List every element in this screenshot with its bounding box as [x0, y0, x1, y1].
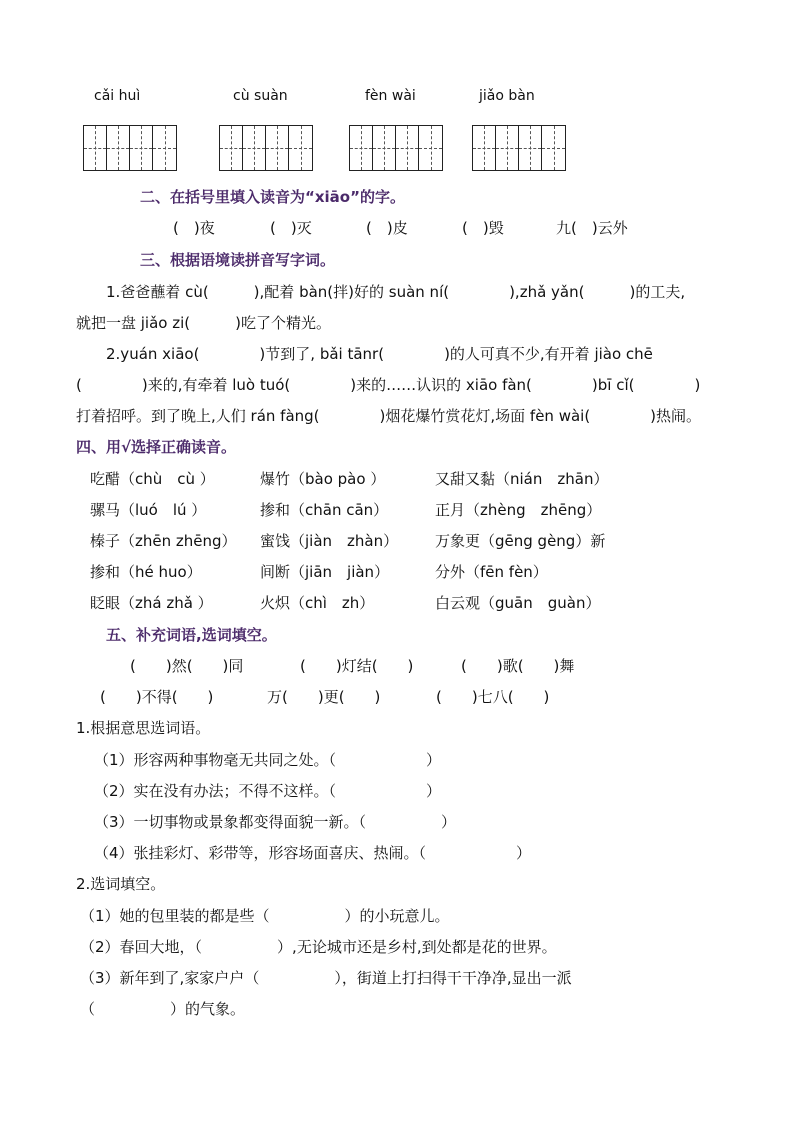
pronunciation-item[interactable]: 蜜饯（jiàn zhàn） — [260, 532, 399, 550]
fill-item: 九( )云外 — [556, 219, 628, 237]
paragraph-line: ( )来的,有牵着 luò tuó( )来的……认识的 xiāo fàn( )bī cǐ( ) — [76, 376, 701, 394]
paragraph-line: 打着招呼。到了晚上,人们 rán fàng( )烟花爆竹赏花灯,场面 fèn wài( )热闹。 — [76, 407, 702, 425]
pinyin-label: cǎi huì — [94, 88, 141, 104]
question-title: 1.根据意思选词语。 — [76, 719, 211, 737]
pronunciation-item[interactable]: 掺和（chān cān） — [260, 501, 389, 519]
pronunciation-item[interactable]: 正月（zhèng zhēng） — [435, 501, 602, 519]
fill-item: ( )皮 — [366, 219, 408, 237]
idiom-fill: ( )七八( ) — [436, 688, 550, 706]
writing-grid[interactable] — [472, 125, 566, 171]
question-item: （1）她的包里装的都是些（ ）的小玩意儿。 — [80, 907, 450, 925]
pronunciation-item[interactable]: 眨眼（zhá zhǎ ） — [90, 594, 213, 612]
idiom-fill: ( )不得( ) — [100, 688, 214, 706]
pinyin-label: fèn wài — [365, 88, 416, 104]
pronunciation-item[interactable]: 分外（fēn fèn） — [435, 563, 548, 581]
question-item: （2）实在没有办法；不得不这样。（ ） — [94, 782, 442, 800]
pronunciation-item[interactable]: 白云观（guān guàn） — [435, 594, 601, 612]
paragraph-line: 1.爸爸蘸着 cù( ),配着 bàn(拌)好的 suàn ní( ),zhǎ yǎn( )的工夫, — [106, 283, 686, 301]
pronunciation-item[interactable]: 爆竹（bào pào ） — [260, 470, 386, 488]
pronunciation-item[interactable]: 吃醋（chù cù ） — [90, 470, 215, 488]
paragraph-line: 就把一盘 jiǎo zi( )吃了个精光。 — [76, 314, 331, 332]
pinyin-label: jiǎo bàn — [479, 88, 535, 104]
section2-heading: 二、在括号里填入读音为“xiāo”的字。 — [140, 188, 405, 206]
paragraph-line: 2.yuán xiāo( )节到了, bǎi tānr( )的人可真不少,有开着 jiào chē — [106, 345, 653, 363]
question-item: （2）春回大地，（ ）,无论城市还是乡村,到处都是花的世界。 — [80, 938, 557, 956]
question-title: 2.选词填空。 — [76, 875, 166, 893]
idiom-fill: ( )灯结( ) — [300, 657, 414, 675]
question-item: （4）张挂彩灯、彩带等，形容场面喜庆、热闹。（ ） — [94, 844, 532, 862]
pronunciation-item[interactable]: 榛子（zhēn zhēng） — [90, 532, 237, 550]
question-item: （3）一切事物或景象都变得面貌一新。（ ） — [94, 813, 457, 831]
fill-item: ( )夜 — [173, 219, 215, 237]
pronunciation-item[interactable]: 又甜又黏（nián zhān） — [435, 470, 609, 488]
question-item: （3）新年到了,家家户户（ ），街道上打扫得干干净净,显出一派 — [80, 969, 572, 987]
pronunciation-item[interactable]: 间断（jiān jiàn） — [260, 563, 390, 581]
section4-heading: 四、用√选择正确读音。 — [76, 438, 237, 456]
fill-item: ( )灭 — [270, 219, 312, 237]
question-item: （ ）的气象。 — [80, 1000, 246, 1018]
idiom-fill: ( )然( )同 — [130, 657, 244, 675]
pronunciation-item[interactable]: 万象更（gēng gèng）新 — [435, 532, 606, 550]
writing-grid[interactable] — [83, 125, 177, 171]
section3-heading: 三、根据语境读拼音写字词。 — [140, 251, 336, 269]
pronunciation-item[interactable]: 掺和（hé huo） — [90, 563, 202, 581]
pronunciation-item[interactable]: 骡马（luó lú ） — [90, 501, 207, 519]
writing-grid[interactable] — [349, 125, 443, 171]
idiom-fill: ( )歌( )舞 — [461, 657, 575, 675]
fill-item: ( )毁 — [462, 219, 504, 237]
section5-heading: 五、补充词语,选词填空。 — [106, 626, 277, 644]
writing-grid[interactable] — [219, 125, 313, 171]
idiom-fill: 万( )更( ) — [267, 688, 381, 706]
question-item: （1）形容两种事物毫无共同之处。（ ） — [94, 751, 442, 769]
pronunciation-item[interactable]: 火炽（chì zh） — [260, 594, 375, 612]
pinyin-label: cù suàn — [233, 88, 288, 104]
